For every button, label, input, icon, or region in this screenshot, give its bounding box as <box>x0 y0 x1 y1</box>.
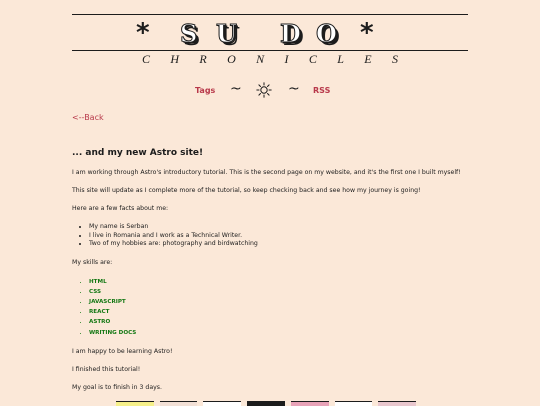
skill-item: • ASTRO <box>89 317 472 327</box>
footer-swatch <box>160 401 198 406</box>
title-star-left: * <box>136 18 150 48</box>
intro-paragraph: This site will update as I complete more of the tutorial, so keep checking back and see how my journey is going! <box>72 187 421 194</box>
skills-list <box>72 277 472 338</box>
nav-separator: ~ <box>230 81 242 97</box>
site-title <box>72 18 468 48</box>
title-star-right: * <box>360 18 374 48</box>
title-letter-s: S <box>180 19 198 48</box>
title-letter-o: O <box>316 19 337 48</box>
subtitle-letter: C <box>142 52 151 66</box>
skills-intro: My skills are: <box>72 258 113 266</box>
subtitle-letter: S <box>392 52 398 66</box>
fact-item: • I live in Romania and I work as a Technical Writer. <box>89 232 472 241</box>
site-banner <box>72 14 468 66</box>
fact-item: • My name is Serban <box>89 223 472 232</box>
subtitle-letter: N <box>256 52 265 66</box>
nav-link-tags[interactable]: Tags <box>195 86 216 95</box>
title-letter-d: D <box>280 19 301 48</box>
footer-swatch <box>378 401 416 406</box>
sun-icon[interactable] <box>256 82 272 98</box>
footer-swatch <box>247 401 285 406</box>
subtitle-letter: C <box>308 52 317 66</box>
facts-list <box>72 223 472 249</box>
nav-link-rss[interactable]: RSS <box>313 86 331 95</box>
intro-paragraph: I am working through Astro's introductory tutorial. This is the second page on my website, and it's the first one I built myself! <box>72 169 461 176</box>
fact-item: • Two of my hobbies are: photography and birdwatching <box>89 240 472 249</box>
subtitle-letter: E <box>364 52 372 66</box>
footer-edge <box>116 401 416 405</box>
footer-swatch <box>203 401 241 406</box>
title-letter-u: U <box>216 19 237 48</box>
footer-swatch <box>291 401 329 406</box>
skill-item: • HTML <box>89 277 472 287</box>
subtitle-letter: H <box>170 52 180 66</box>
banner-top-rule <box>72 14 468 15</box>
skill-item: • REACT <box>89 307 472 317</box>
goal-text: My goal is to finish in 3 days. <box>72 383 162 391</box>
skill-item: • JAVASCRIPT <box>89 297 472 307</box>
skill-item: • WRITING DOCS <box>89 328 472 338</box>
back-link[interactable]: <--Back <box>72 113 104 122</box>
footer-swatch <box>116 401 154 406</box>
banner-bottom-rule <box>72 50 468 51</box>
subtitle-letter: R <box>199 52 207 66</box>
finished-text: I finished this tutorial! <box>72 365 141 373</box>
nav-separator: ~ <box>288 81 300 97</box>
subtitle-letter: L <box>337 52 344 66</box>
happy-text: I am happy to be learning Astro! <box>72 347 173 355</box>
footer-swatch <box>335 401 373 406</box>
site-subtitle <box>142 52 398 66</box>
facts-intro: Here are a few facts about me: <box>72 205 169 212</box>
main-content <box>72 147 472 402</box>
page-heading: ... and my new Astro site! <box>72 148 204 158</box>
subtitle-letter: O <box>227 52 236 66</box>
skill-item: • CSS <box>89 287 472 297</box>
main-nav <box>188 82 348 100</box>
subtitle-letter: I <box>284 52 289 66</box>
